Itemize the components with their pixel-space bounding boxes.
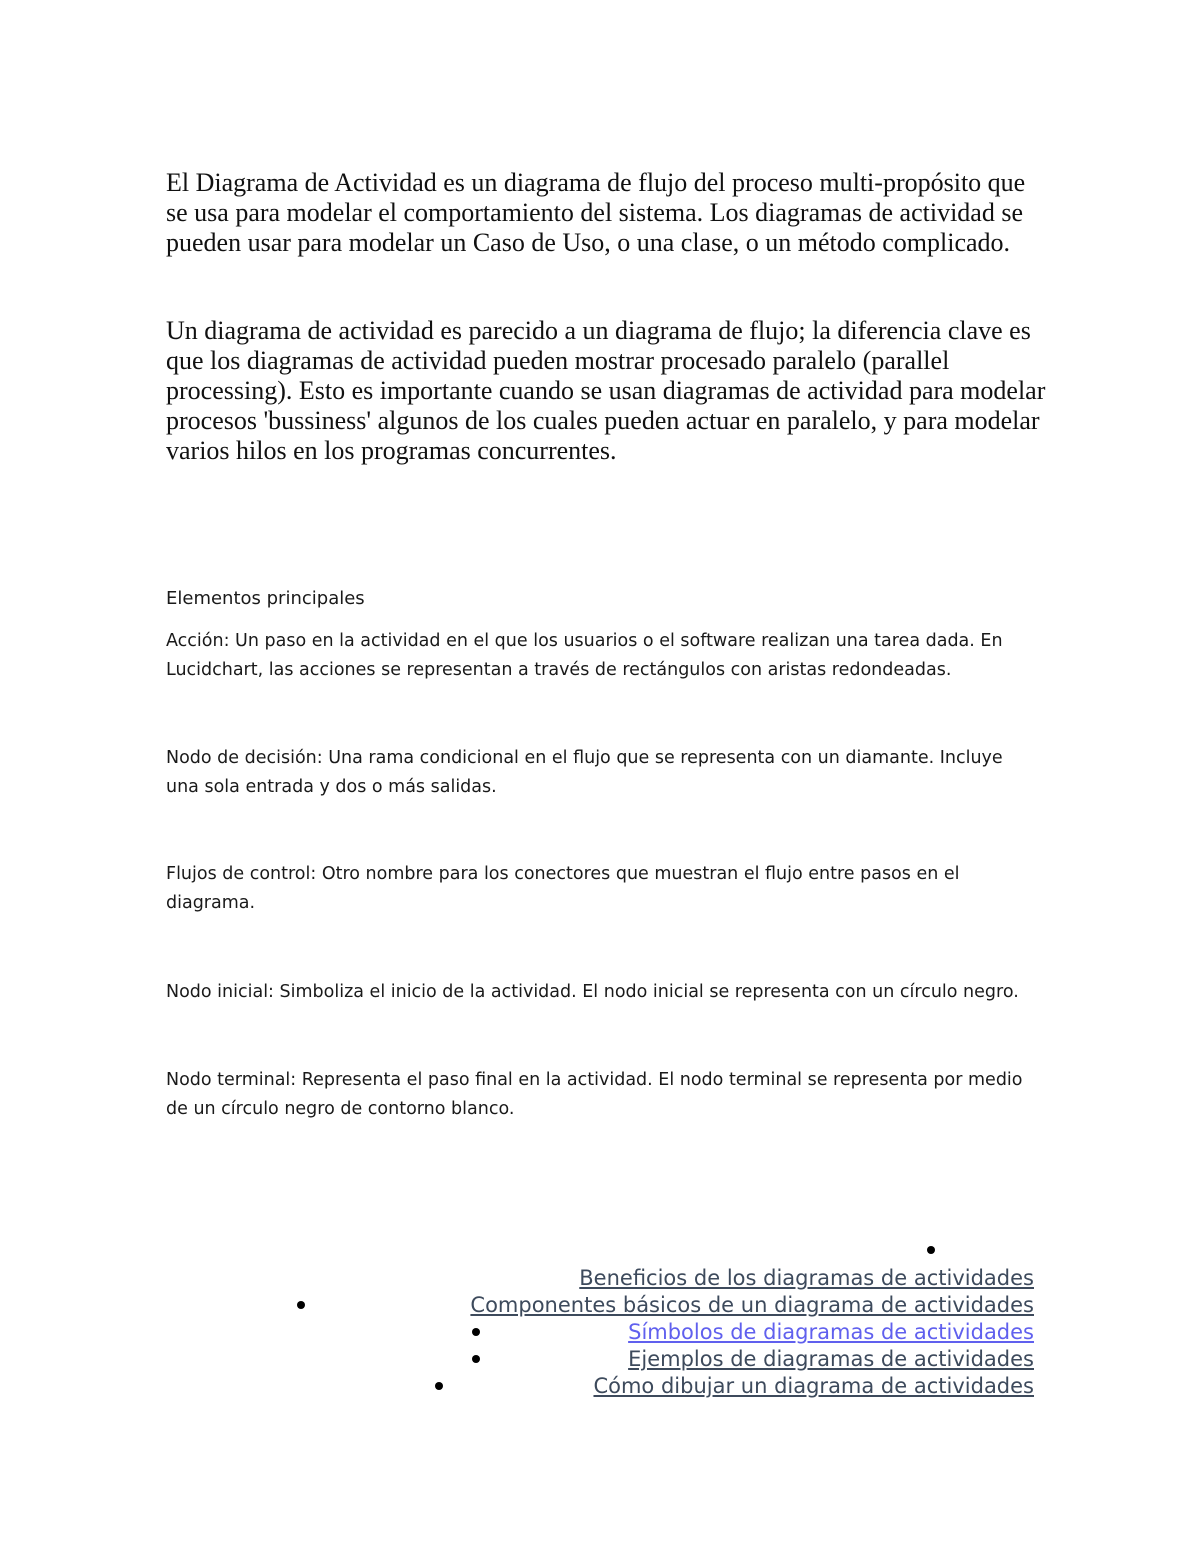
bullet-icon [435,1382,443,1390]
link-componentes-basicos[interactable]: Componentes básicos de un diagrama de actividades [470,1293,1034,1317]
link-item [280,1265,1034,1292]
bullet-icon [472,1328,480,1336]
bullet-icon [472,1355,480,1363]
bullet-icon [297,1301,305,1309]
link-simbolos[interactable]: Símbolos de diagramas de actividades [628,1320,1034,1344]
element-item-accion: Acción: Un paso en la actividad en el que los usuarios o el software realizan una tarea dada. En Lucidchart, las acciones se representan a través de rectángulos con aristas redondeadas. [166,631,1003,680]
intro-paragraph-1: El Diagrama de Actividad es un diagrama de flujo del proceso multi-propósito que se usa para modelar el comportamiento del sistema. Los diagramas de actividad se pueden usar para modelar un Caso de Uso, o una clase, o un método complicado. [166,168,1026,257]
link-como-dibujar[interactable]: Cómo dibujar un diagrama de actividades [593,1374,1034,1398]
link-beneficios[interactable]: Beneficios de los diagramas de actividades [579,1266,1034,1290]
elements-heading: Elementos principales [166,588,365,609]
link-ejemplos[interactable]: Ejemplos de diagramas de actividades [628,1347,1034,1371]
link-item [280,1292,1034,1319]
element-item-nodo-decision: Nodo de decisión: Una rama condicional en el flujo que se representa con un diamante. Incluye una sola entrada y dos o más salidas. [166,748,1003,797]
element-item-nodo-terminal: Nodo terminal: Representa el paso final en la actividad. El nodo terminal se representa por medio de un círculo negro de contorno blanco. [166,1070,1023,1119]
element-item-nodo-inicial: Nodo inicial: Simboliza el inicio de la actividad. El nodo inicial se representa con un círculo negro. [166,982,1019,1002]
element-item-flujos-control: Flujos de control: Otro nombre para los conectores que muestran el flujo entre pasos en el diagrama. [166,864,960,913]
link-item [280,1319,1034,1346]
related-links-list [280,1237,1034,1400]
link-item [280,1346,1034,1373]
intro-paragraph-2: Un diagrama de actividad es parecido a un diagrama de flujo; la diferencia clave es que los diagramas de actividad pueden mostrar procesado paralelo (parallel processing). Esto es importante cuando se usan diagramas de actividad para modelar procesos 'bussiness' algunos de los cuales pueden actuar en paralelo, y para modelar varios hilos en los programas concurrentes. [166,316,1046,465]
link-item [280,1373,1034,1400]
